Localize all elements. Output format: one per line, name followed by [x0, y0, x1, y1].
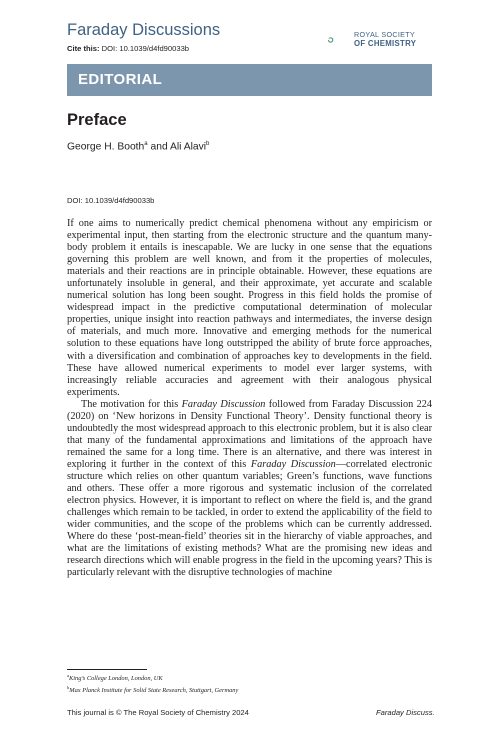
footnote-affiliation	[67, 673, 163, 682]
section-banner	[67, 64, 432, 96]
affiliation-mark: a	[144, 141, 148, 147]
footnote-text: King’s College London, London, UK	[69, 675, 163, 683]
footnote-text: Max Planck Institute for Solid State Research, Stuttgart, Germany	[69, 687, 239, 695]
cite-line	[67, 44, 189, 53]
journal-title: Faraday Discussions	[67, 21, 221, 39]
cite-label: Cite this:	[67, 44, 100, 53]
footer-copyright: This journal is © The Royal Society of Chemistry 2024	[67, 708, 249, 717]
italic-run: Faraday Discussion	[181, 398, 266, 410]
text-run: —correlated electronic structure which relies on other quantum variables; Green’s functions, wave functions and others. These offer a more rigorous and systematic inclusion of the correlated electron physics. However, it is important to reflect on where the field is, and the grand challenges which remain to be tackled, in order to extend the applicability of the field to wider communities, and the scope of the problems which can be currently addressed. Where do these ‘post-mean-field’ theories sit in the hierarchy of viable approaches, and what are the limitations of existing methods? What are the promising new ideas and research directions which will enable progress in the field in the upcoming years? This is particularly relevant with the disruptive technologies of machine	[67, 458, 433, 579]
text-run: The motivation for this	[81, 398, 182, 410]
article-doi: DOI: 10.1039/d4fd90033b	[67, 196, 155, 205]
rsc-logo-icon	[328, 26, 352, 54]
text-run: followed from Faraday Discussion 224 (2020) on ‘New horizons in Density Functional Theory’. Density functional theory is undoubtedly the most widespread approach to this electronic problem, but it is also clear that many of the fundamental approximations and limitations of the approach have remained the same for a long time. There is an alternative, and there was interest in exploring it further in the context of this	[67, 398, 432, 470]
article-body	[67, 218, 432, 579]
footnote-divider	[67, 669, 147, 670]
publisher-line-2: OF CHEMISTRY	[354, 39, 417, 48]
publisher-logo-text	[354, 30, 416, 48]
body-paragraph: If one aims to numerically predict chemical phenomena without any empiricism or experimental input, then starting from the electronic structure and the quantum many-body problem it entails is inescapable. We are lucky in one sense that the equations governing this problem are well known, and from it the properties of molecules, materials and their reactions are in principle obtainable. However, these equations are unfortunately insoluble in general, and their approximate, yet accurate and scalable numerical solution has long been sought. Progress in this field holds the promise of widespread impact in the predictive computational determination of molecular properties, unique insight into reaction pathways and intermediates, the inverse design of materials, and much more. Innovative and emerging methods for the numerical solution to these equations have long outstripped the ability of brute force approaches, with a diversification and combination of approaches key to developments in the field. These have allowed numerical experiments to model ever larger systems, with increasingly reliable accuracies and agreement with their analogous physical experiments.	[67, 218, 432, 398]
publisher-line-1: ROYAL SOCIETY	[354, 30, 416, 39]
footnote-mark: b	[67, 685, 70, 690]
author-name: George H. Booth	[67, 141, 145, 153]
section-label: EDITORIAL	[78, 71, 163, 88]
footnote-mark: a	[67, 673, 69, 678]
footnote-affiliation	[67, 685, 238, 694]
affiliation-mark: b	[206, 141, 210, 147]
italic-run: Faraday Discussion	[250, 458, 336, 470]
body-paragraph	[67, 399, 432, 580]
footer-journal-abbrev: Faraday Discuss.	[376, 708, 435, 717]
author-name: Ali Alavi	[169, 141, 207, 153]
cite-doi: DOI: 10.1039/d4fd90033b	[101, 44, 190, 53]
author-joiner: and	[147, 141, 170, 153]
author-list	[67, 141, 209, 152]
article-title: Preface	[67, 111, 127, 129]
